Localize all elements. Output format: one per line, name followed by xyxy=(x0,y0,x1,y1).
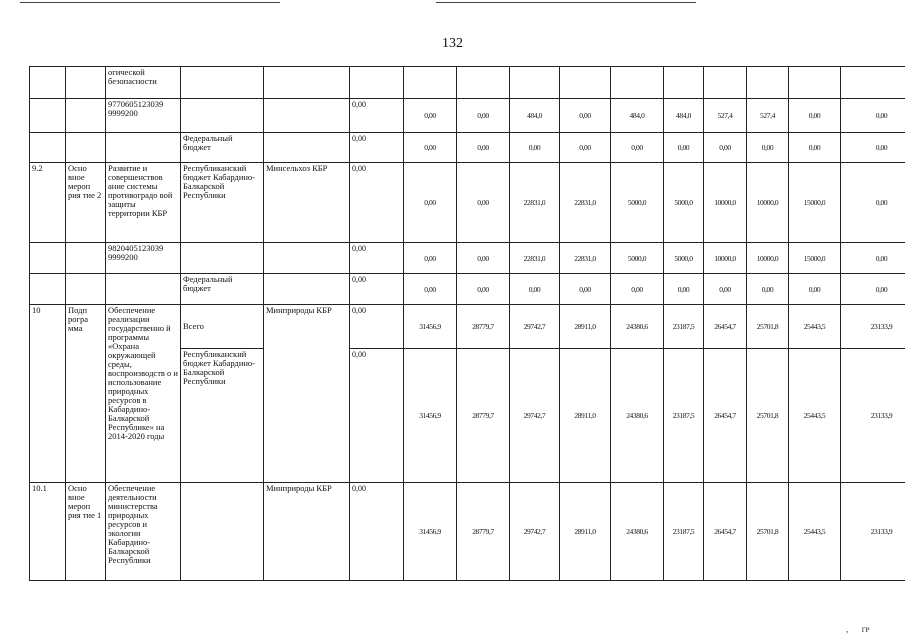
value-cell: 0,00 xyxy=(789,99,841,133)
row-kind-cell xyxy=(66,99,106,133)
row-kind-cell: Осно вное мероп рия тие 2 xyxy=(66,163,106,243)
value-cell: 5000,0 xyxy=(611,243,664,274)
value-cell: 28779,7 xyxy=(457,483,510,581)
row-kind-cell: Осно вное мероп рия тие 1 xyxy=(66,483,106,581)
value-cell: 0,00 xyxy=(841,133,905,163)
value-cell: 0,00 xyxy=(457,99,510,133)
value-cell: 22831,0 xyxy=(510,163,560,243)
row-number-cell xyxy=(30,67,66,99)
value-cell xyxy=(704,67,747,99)
value-cell: 15000,0 xyxy=(789,243,841,274)
source-cell: Федеральный бюджет xyxy=(181,133,264,163)
value-cell xyxy=(560,67,611,99)
value-cell: 0,00 xyxy=(350,163,404,243)
value-cell xyxy=(350,67,404,99)
row-kind-cell xyxy=(66,133,106,163)
value-cell: 0,00 xyxy=(841,163,905,243)
row-number-cell xyxy=(30,274,66,305)
value-cell: 25443,5 xyxy=(789,483,841,581)
executor-cell: Минсельхоз КБР xyxy=(264,163,350,243)
value-cell: 0,00 xyxy=(789,274,841,305)
value-cell: 25701,8 xyxy=(747,483,789,581)
executor-cell xyxy=(264,99,350,133)
row-number-cell xyxy=(30,243,66,274)
value-cell: 31456,9 xyxy=(404,305,457,349)
value-cell: 10000,0 xyxy=(747,243,789,274)
value-cell: 0,00 xyxy=(350,99,404,133)
value-cell: 0,00 xyxy=(457,163,510,243)
value-cell: 23187,5 xyxy=(664,349,704,483)
value-cell: 25443,5 xyxy=(789,349,841,483)
value-cell xyxy=(611,67,664,99)
value-cell: 0,00 xyxy=(560,133,611,163)
value-cell: 24380,6 xyxy=(611,349,664,483)
value-cell: 28779,7 xyxy=(457,305,510,349)
value-cell: 484,0 xyxy=(611,99,664,133)
value-cell: 0,00 xyxy=(841,99,905,133)
value-cell xyxy=(664,67,704,99)
value-cell: 29742,7 xyxy=(510,483,560,581)
value-cell: 0,00 xyxy=(404,274,457,305)
value-cell: 527,4 xyxy=(704,99,747,133)
value-cell: 26454,7 xyxy=(704,349,747,483)
table-row xyxy=(30,243,905,274)
value-cell: 0,00 xyxy=(704,133,747,163)
value-cell: 23187,5 xyxy=(664,305,704,349)
table-row xyxy=(30,133,905,163)
value-cell xyxy=(457,67,510,99)
value-cell: 0,00 xyxy=(350,133,404,163)
value-cell: 29742,7 xyxy=(510,305,560,349)
value-cell: 5000,0 xyxy=(611,163,664,243)
value-cell: 527,4 xyxy=(747,99,789,133)
value-cell: 0,00 xyxy=(457,274,510,305)
row-kind-cell xyxy=(66,274,106,305)
value-cell: 10000,0 xyxy=(704,243,747,274)
row-number-cell xyxy=(30,99,66,133)
value-cell: 0,00 xyxy=(350,243,404,274)
executor-cell xyxy=(264,243,350,274)
table-row xyxy=(30,163,905,243)
value-cell: 0,00 xyxy=(704,274,747,305)
top-rule-left xyxy=(20,2,280,3)
value-cell: 5000,0 xyxy=(664,243,704,274)
source-cell: Федеральный бюджет xyxy=(181,274,264,305)
source-cell: Республиканский бюджет Кабардино-Балкарской Республики xyxy=(181,163,264,243)
value-cell: 23133,9 xyxy=(841,349,905,483)
executor-cell: Минприроды КБР xyxy=(264,483,350,581)
value-cell: 0,00 xyxy=(841,274,905,305)
value-cell: 0,00 xyxy=(457,133,510,163)
value-cell: 0,00 xyxy=(510,133,560,163)
table-row xyxy=(30,274,905,305)
value-cell: 29742,7 xyxy=(510,349,560,483)
value-cell: 0,00 xyxy=(664,133,704,163)
value-cell xyxy=(789,67,841,99)
value-cell: 15000,0 xyxy=(789,163,841,243)
source-cell xyxy=(181,99,264,133)
row-name-cell: Обеспечение реализации государственно й программы «Охрана окружающей среды, воспроизводств о и использование природных ресурсов в Кабардино-Балкарской Республике» на 2014-2020 годы xyxy=(106,305,181,483)
value-cell: 22831,0 xyxy=(560,163,611,243)
budget-table xyxy=(29,66,905,581)
value-cell: 0,00 xyxy=(747,274,789,305)
value-cell: 31456,9 xyxy=(404,483,457,581)
value-cell: 0,00 xyxy=(404,133,457,163)
row-kind-cell: Подп рогра мма xyxy=(66,305,106,483)
value-cell: 25701,8 xyxy=(747,349,789,483)
value-cell: 0,00 xyxy=(560,274,611,305)
value-cell: 0,00 xyxy=(841,243,905,274)
value-cell: 26454,7 xyxy=(704,483,747,581)
value-cell: 0,00 xyxy=(404,99,457,133)
row-name-cell: 9770605123039 9999200 xyxy=(106,99,181,133)
source-cell xyxy=(181,67,264,99)
value-cell xyxy=(404,67,457,99)
value-cell: 0,00 xyxy=(350,483,404,581)
value-cell: 0,00 xyxy=(747,133,789,163)
source-cell xyxy=(181,243,264,274)
value-cell: 0,00 xyxy=(350,274,404,305)
top-rule-right xyxy=(436,2,696,3)
value-cell xyxy=(747,67,789,99)
value-cell: 0,00 xyxy=(350,349,404,483)
row-name-cell: огической безопасности xyxy=(106,67,181,99)
row-name-cell xyxy=(106,133,181,163)
value-cell: 5000,0 xyxy=(664,163,704,243)
value-cell: 28911,0 xyxy=(560,483,611,581)
row-kind-cell xyxy=(66,67,106,99)
table-row xyxy=(30,99,905,133)
row-number-cell: 9.2 xyxy=(30,163,66,243)
executor-cell xyxy=(264,133,350,163)
row-name-cell xyxy=(106,274,181,305)
value-cell: 10000,0 xyxy=(704,163,747,243)
executor-cell xyxy=(264,274,350,305)
executor-cell: Минприроды КБР xyxy=(264,305,350,483)
footer-mark: , ᴦᴘ xyxy=(846,624,870,634)
value-cell: 10000,0 xyxy=(747,163,789,243)
value-cell: 484,0 xyxy=(510,99,560,133)
value-cell: 0,00 xyxy=(350,305,404,349)
value-cell: 22831,0 xyxy=(560,243,611,274)
value-cell: 0,00 xyxy=(404,163,457,243)
value-cell: 31456,9 xyxy=(404,349,457,483)
value-cell: 0,00 xyxy=(664,274,704,305)
value-cell: 22831,0 xyxy=(510,243,560,274)
row-name-cell: 9820405123039 9999200 xyxy=(106,243,181,274)
value-cell: 28911,0 xyxy=(560,305,611,349)
value-cell: 0,00 xyxy=(611,274,664,305)
value-cell: 25701,8 xyxy=(747,305,789,349)
value-cell: 25443,5 xyxy=(789,305,841,349)
value-cell: 24380,6 xyxy=(611,483,664,581)
value-cell: 0,00 xyxy=(611,133,664,163)
value-cell: 0,00 xyxy=(510,274,560,305)
row-name-cell: Обеспечение деятельности министерства природных ресурсов и экологии Кабардино-Балкарской Республики xyxy=(106,483,181,581)
row-kind-cell xyxy=(66,243,106,274)
value-cell: 0,00 xyxy=(560,99,611,133)
source-cell xyxy=(181,483,264,581)
row-number-cell: 10 xyxy=(30,305,66,483)
row-number-cell xyxy=(30,133,66,163)
value-cell: 23187,5 xyxy=(664,483,704,581)
page-number: 132 xyxy=(442,36,463,51)
value-cell: 28911,0 xyxy=(560,349,611,483)
row-number-cell: 10.1 xyxy=(30,483,66,581)
source-cell: Республиканский бюджет Кабардино-Балкарской Республики xyxy=(181,349,264,483)
executor-cell xyxy=(264,67,350,99)
table-row xyxy=(30,305,905,349)
value-cell: 23133,9 xyxy=(841,483,905,581)
value-cell: 0,00 xyxy=(457,243,510,274)
value-cell: 0,00 xyxy=(789,133,841,163)
value-cell: 26454,7 xyxy=(704,305,747,349)
value-cell: 28779,7 xyxy=(457,349,510,483)
value-cell: 23133,9 xyxy=(841,305,905,349)
value-cell: 484,0 xyxy=(664,99,704,133)
table-row xyxy=(30,483,905,581)
row-name-cell: Развитие и совершенствов ание системы противоградо вой защиты территории КБР xyxy=(106,163,181,243)
value-cell: 24380,6 xyxy=(611,305,664,349)
table-row xyxy=(30,67,905,99)
value-cell: 0,00 xyxy=(404,243,457,274)
value-cell xyxy=(510,67,560,99)
source-cell: Всего xyxy=(181,305,264,349)
value-cell xyxy=(841,67,905,99)
